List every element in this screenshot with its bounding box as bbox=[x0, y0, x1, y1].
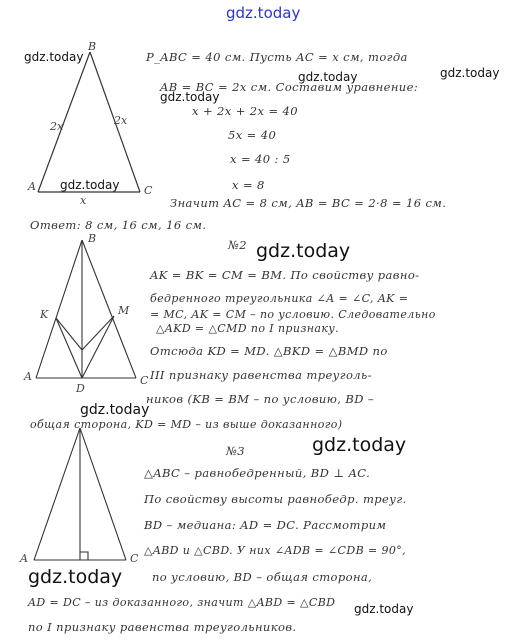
p3-line-3: BD – медиана: AD = DC. Рассмотрим bbox=[144, 518, 387, 532]
watermark-4: gdz.today bbox=[160, 90, 220, 104]
p3-line-5: по условию, BD – общая сторона, bbox=[152, 570, 373, 584]
label-m2: M bbox=[118, 304, 130, 317]
p1-line-6: x = 8 bbox=[232, 178, 265, 192]
p1-line-5: x = 40 : 5 bbox=[230, 152, 291, 166]
label-c3: C bbox=[130, 552, 139, 565]
label-side-bc: 2x bbox=[114, 114, 128, 127]
p2-line-4: △AKD = △CMD по I признаку. bbox=[156, 322, 340, 335]
p2-line-8: общая сторона, KD = MD – из выше доказанного) bbox=[30, 418, 343, 431]
triangle-abc-3 bbox=[34, 428, 126, 560]
p2-line-1: AK = BK = CM = BM. По свойству равно- bbox=[150, 268, 420, 282]
label-b2: B bbox=[88, 232, 97, 245]
label-a1: A bbox=[28, 180, 36, 193]
watermark-3: gdz.today bbox=[440, 66, 500, 80]
p1-line-3: x + 2x + 2x = 40 bbox=[192, 104, 298, 118]
p3-line-6: AD = DC – из доказанного, значит △ABD = △CBD bbox=[28, 596, 336, 609]
label-side-ac: x bbox=[80, 194, 87, 207]
p1-line-2: AB = BC = 2x см. Составим уравнение: bbox=[160, 80, 419, 94]
p2-number: №2 bbox=[228, 238, 247, 252]
watermark-5: gdz.today bbox=[60, 178, 120, 192]
watermark-9: gdz.today bbox=[28, 566, 123, 588]
p1-line-7: Значит AC = 8 см, AB = BC = 2·8 = 16 см. bbox=[170, 196, 447, 210]
label-a2: A bbox=[24, 370, 32, 383]
p3-line-1: △ABC – равнобедренный, BD ⊥ AC. bbox=[144, 466, 371, 480]
p2-line-2: бедренного треугольника ∠A = ∠C, AK = bbox=[150, 292, 409, 305]
p1-answer: Ответ: 8 см, 16 см, 16 см. bbox=[30, 218, 207, 232]
p2-line-6: III признаку равенства треуголь- bbox=[150, 368, 372, 382]
p3-line-7: по I признаку равенства треугольников. bbox=[28, 620, 297, 634]
p1-line-4: 5x = 40 bbox=[228, 128, 277, 142]
watermark-7: gdz.today bbox=[80, 402, 150, 418]
label-b1: B bbox=[88, 40, 97, 53]
label-c2: C bbox=[140, 374, 149, 387]
p2-line-5: Отсюда KD = MD. △BKD = △BMD по bbox=[150, 344, 388, 358]
label-c1: C bbox=[144, 184, 153, 197]
label-k2: K bbox=[40, 308, 49, 321]
p3-line-4: △ABD и △CBD. У них ∠ADB = ∠CDB = 90°, bbox=[144, 544, 407, 557]
p1-line-1: P_ABC = 40 см. Пусть AC = x см, тогда bbox=[146, 50, 408, 64]
p3-number: №3 bbox=[226, 444, 245, 458]
watermark-10: gdz.today bbox=[354, 602, 414, 616]
watermark-2: gdz.today bbox=[298, 70, 358, 84]
p2-line-7: ников (KB = BM – по условию, BD – bbox=[146, 392, 375, 406]
label-a3: A bbox=[20, 552, 28, 565]
watermark-top: gdz.today bbox=[226, 4, 301, 22]
watermark-8: gdz.today bbox=[312, 434, 407, 456]
label-d2: D bbox=[76, 382, 85, 395]
p3-line-2: По свойству высоты равнобедр. треуг. bbox=[144, 492, 407, 506]
watermark-1: gdz.today bbox=[24, 50, 84, 64]
label-side-ab: 2x bbox=[50, 120, 64, 133]
p2-line-3: = MC, AK = CM – по условию. Следовательно bbox=[150, 308, 436, 321]
watermark-6: gdz.today bbox=[256, 240, 351, 262]
